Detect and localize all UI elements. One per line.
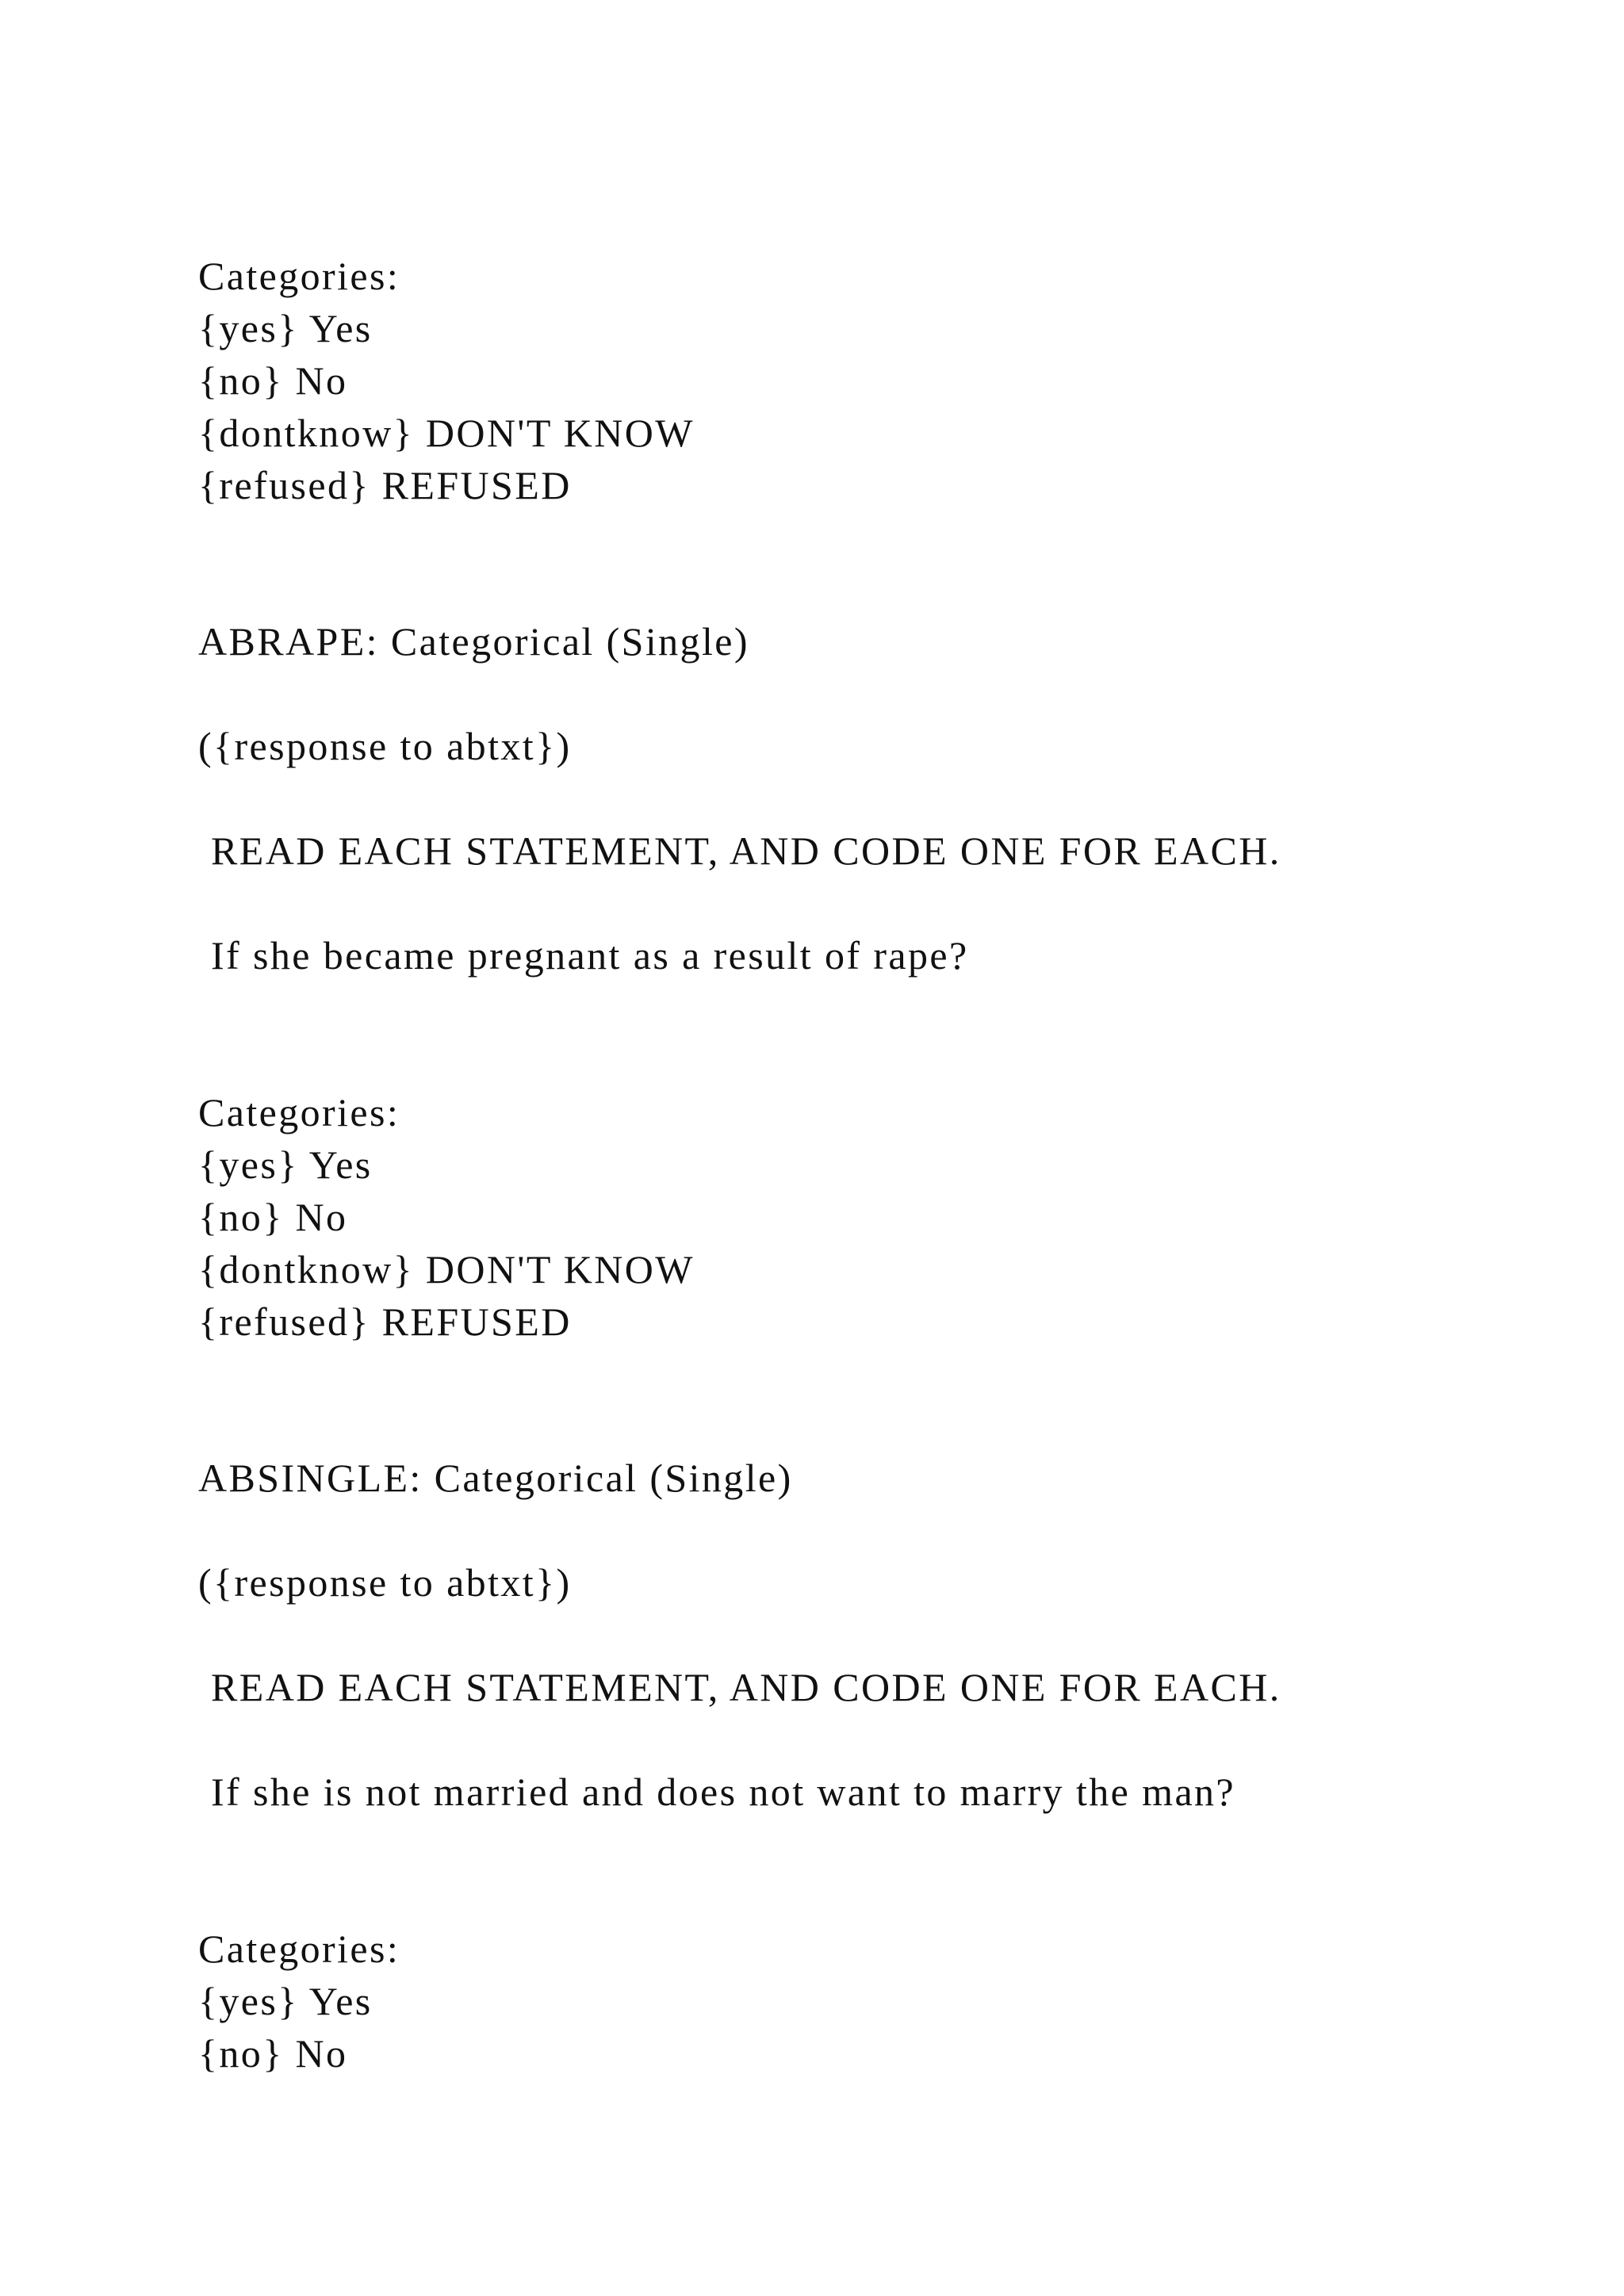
question-text: If she is not married and does not want to marry the man? [211,1770,1236,1814]
question-text: If she became pregnant as a result of rape? [211,933,969,978]
category-option: {yes} Yes [198,306,373,350]
categories-label: Categories: [198,1090,400,1135]
category-option: {no} No [198,1195,348,1239]
category-option: {no} No [198,358,348,403]
category-option: {refused} REFUSED [198,463,572,507]
category-option: {no} No [198,2031,348,2076]
instruction-text: READ EACH STATEMENT, AND CODE ONE FOR EACH. [211,828,1281,873]
question-header-absingle: ABSINGLE: Categorical (Single) [198,1456,793,1500]
category-option: {refused} REFUSED [198,1299,572,1344]
categories-label: Categories: [198,1927,400,1971]
response-note: ({response to abtxt}) [198,1560,572,1605]
category-option: {dontknow} DON'T KNOW [198,411,695,455]
category-option: {dontknow} DON'T KNOW [198,1247,695,1292]
category-option: {yes} Yes [198,1979,373,2023]
category-option: {yes} Yes [198,1142,373,1187]
response-note: ({response to abtxt}) [198,724,572,768]
categories-label: Categories: [198,254,400,298]
question-header-abrape: ABRAPE: Categorical (Single) [198,619,749,664]
instruction-text: READ EACH STATEMENT, AND CODE ONE FOR EACH. [211,1665,1281,1709]
